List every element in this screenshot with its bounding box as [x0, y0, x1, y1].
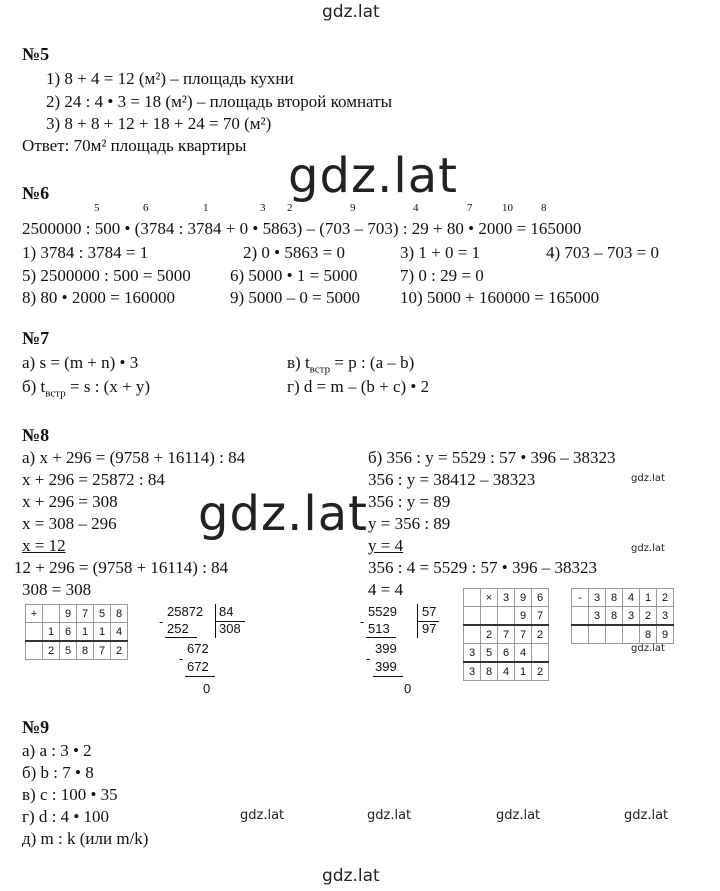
remainder: 0: [203, 681, 211, 696]
task-5-line-2: 2) 24 : 4 • 3 = 18 (м²) – площадь второй комнаты: [46, 92, 393, 111]
grid-cell: [606, 625, 623, 644]
order-mark: 1: [203, 202, 209, 214]
task-7-v: в) $t_{встр} = p$ : (a – b): [287, 353, 415, 376]
watermark-small: gdz.lat: [496, 808, 541, 823]
task-9-line: в) c : 100 • 35: [22, 785, 118, 804]
dividend: 25872: [167, 604, 204, 619]
task-6-step: 8) 80 • 2000 = 160000: [22, 288, 175, 307]
grid-cell: 9: [60, 605, 77, 623]
grid-cell: 2: [640, 607, 657, 626]
task-8b-line: б) 356 : y = 5529 : 57 • 396 – 38323: [368, 448, 616, 467]
partial: 672: [187, 641, 209, 656]
task-8a-check: 12 + 296 = (9758 + 16114) : 84: [14, 558, 229, 577]
minus-sign: -: [366, 651, 371, 666]
partial: 513: [368, 621, 390, 636]
task-6-step: 9) 5000 – 0 = 5000: [230, 288, 360, 307]
grid-cell: 7: [94, 641, 111, 660]
grid-cell: 7: [77, 605, 94, 623]
watermark-small: gdz.lat: [631, 473, 665, 484]
quotient: 308: [219, 621, 241, 636]
grid-cell: 7: [532, 607, 549, 626]
grid-cell: 7: [515, 625, 532, 644]
grid-cell: 8: [640, 625, 657, 644]
partial: 672: [187, 659, 209, 674]
grid-cell: 5: [94, 605, 111, 623]
task-8b-line: y = 356 : 89: [368, 514, 451, 533]
grid-cell: 3: [657, 607, 674, 626]
divisor: 57: [422, 604, 437, 619]
order-mark: 4: [413, 202, 419, 214]
task-8a-line: а) x + 296 = (9758 + 16114) : 84: [22, 448, 246, 467]
grid-cell: [464, 607, 481, 626]
grid-cell: 8: [481, 662, 498, 681]
grid-cell: [464, 589, 481, 607]
watermark-small: gdz.lat: [240, 808, 285, 823]
grid-cell: ×: [481, 589, 498, 607]
task-9-line: г) d : 4 • 100: [22, 807, 110, 826]
task-8a-line: x + 296 = 308: [22, 492, 118, 511]
minus-sign: -: [360, 614, 365, 629]
task-8a-answer: x = 12: [22, 536, 66, 555]
divisor: 84: [219, 604, 234, 619]
task-7-b: б) $t_{встр} = s$ : (x + y): [22, 377, 151, 400]
grid-cell: 3: [623, 607, 640, 626]
task-5-title: №5: [22, 44, 50, 64]
task-8b-check: 356 : 4 = 5529 : 57 • 396 – 38323: [368, 558, 597, 577]
task-5-line-3: 3) 8 + 8 + 12 + 18 + 24 = 70 (м²): [46, 114, 272, 133]
watermark-small: gdz.lat: [631, 643, 665, 654]
task-8b-answer: y = 4: [368, 536, 404, 555]
minus-sign: -: [159, 614, 164, 629]
grid-cell: 5: [481, 644, 498, 663]
grid-cell: 4: [623, 589, 640, 607]
grid-cell: 2: [481, 625, 498, 644]
watermark-top: gdz.lat: [322, 2, 380, 22]
grid-cell: 7: [498, 625, 515, 644]
order-mark: 8: [541, 202, 547, 214]
grid-cell: [26, 641, 43, 660]
task-6-step: 1) 3784 : 3784 = 1: [22, 243, 149, 262]
grid-cell: 5: [60, 641, 77, 660]
task-6-step: 10) 5000 + 160000 = 165000: [400, 288, 600, 307]
grid-cell: 2: [657, 589, 674, 607]
task-8a-line: x = 308 – 296: [22, 514, 117, 533]
order-mark: 6: [143, 202, 149, 214]
task-6-step: 7) 0 : 29 = 0: [400, 266, 484, 285]
task-9-line: б) b : 7 • 8: [22, 763, 94, 782]
grid-cell: 3: [589, 589, 606, 607]
task-6-step: 6) 5000 • 1 = 5000: [230, 266, 358, 285]
dividend: 5529: [368, 604, 397, 619]
grid-cell: [532, 644, 549, 663]
task-8a-line: x + 296 = 25872 : 84: [22, 470, 165, 489]
grid-cell: 8: [606, 589, 623, 607]
grid-cell: [572, 625, 589, 644]
grid-cell: 1: [43, 623, 60, 642]
grid-cell: [26, 623, 43, 642]
grid-cell: [464, 625, 481, 644]
quotient: 97: [422, 621, 437, 636]
grid-cell: 1: [77, 623, 94, 642]
grid-cell: 2: [532, 662, 549, 681]
task-8b-line: 356 : y = 38412 – 38323: [368, 470, 536, 489]
grid-cell: 4: [498, 662, 515, 681]
grid-cell: [623, 625, 640, 644]
order-mark: 7: [467, 202, 473, 214]
grid-cell: 3: [589, 607, 606, 626]
grid-cell: [481, 607, 498, 626]
partial: 399: [375, 659, 397, 674]
grid-cell: 9: [515, 607, 532, 626]
grid-cell: 2: [111, 641, 128, 660]
task-9-title: №9: [22, 717, 50, 737]
watermark-small: gdz.lat: [624, 808, 669, 823]
grid-cell: 8: [77, 641, 94, 660]
remainder: 0: [404, 681, 412, 696]
grid-cell: 6: [498, 644, 515, 663]
grid-cell: [43, 605, 60, 623]
grid-cell: -: [572, 589, 589, 607]
task-5-line-1: 1) 8 + 4 = 12 (м²) – площадь кухни: [46, 69, 294, 88]
grid-cell: 1: [640, 589, 657, 607]
partial: 399: [375, 641, 397, 656]
grid-cell: 4: [515, 644, 532, 663]
grid-cell: 3: [464, 662, 481, 681]
grid-cell: 3: [464, 644, 481, 663]
grid-cell: [589, 625, 606, 644]
watermark-large-2: gdz.lat: [198, 486, 368, 542]
task-6-step: 5) 2500000 : 500 = 5000: [22, 266, 191, 285]
task-6-step: 3) 1 + 0 = 1: [400, 243, 481, 262]
minus-sign: -: [179, 651, 184, 666]
grid-cell: 9: [515, 589, 532, 607]
task-7-g: г) d = m – (b + c) • 2: [287, 377, 430, 396]
task-6-expression: 2500000 : 500 • (3784 : 3784 + 0 • 5863) – (703 – 703) : 29 + 80 • 2000 = 165000: [22, 219, 582, 238]
order-mark: 5: [94, 202, 100, 214]
partial: 252: [167, 621, 189, 636]
task-8b-line: 356 : y = 89: [368, 492, 451, 511]
task-9-line: а) a : 3 • 2: [22, 741, 92, 760]
watermark-large-1: gdz.lat: [288, 148, 458, 204]
grid-cell: 6: [60, 623, 77, 642]
multiplication-grid: [463, 588, 549, 681]
grid-cell: 8: [111, 605, 128, 623]
task-6-step: 2) 0 • 5863 = 0: [243, 243, 345, 262]
task-9-line: д) m : k (или m/k): [22, 829, 149, 848]
task-8a-check-result: 308 = 308: [22, 580, 92, 599]
task-5-answer: Ответ: 70м² площадь квартиры: [22, 136, 247, 155]
addition-grid: [25, 604, 128, 660]
order-mark: 9: [350, 202, 356, 214]
task-7-a: а) s = (m + n) • 3: [22, 353, 139, 372]
grid-cell: 2: [43, 641, 60, 660]
grid-cell: 1: [515, 662, 532, 681]
grid-cell: 8: [606, 607, 623, 626]
grid-cell: [498, 607, 515, 626]
grid-cell: 3: [498, 589, 515, 607]
order-mark: 2: [287, 202, 293, 214]
task-7-title: №7: [22, 328, 50, 348]
task-6-title: №6: [22, 183, 50, 203]
order-mark: 3: [260, 202, 266, 214]
task-8-title: №8: [22, 425, 50, 445]
grid-cell: 9: [657, 625, 674, 644]
grid-cell: +: [26, 605, 43, 623]
grid-cell: 2: [532, 625, 549, 644]
task-8b-check-result: 4 = 4: [368, 580, 404, 599]
subtraction-grid: [571, 588, 674, 644]
grid-cell: [572, 607, 589, 626]
watermark-bottom: gdz.lat: [322, 866, 380, 886]
watermark-small: gdz.lat: [367, 808, 412, 823]
grid-cell: 6: [532, 589, 549, 607]
task-6-step: 4) 703 – 703 = 0: [546, 243, 659, 262]
order-mark: 10: [502, 202, 513, 214]
watermark-small: gdz.lat: [631, 543, 665, 554]
grid-cell: 1: [94, 623, 111, 642]
grid-cell: 4: [111, 623, 128, 642]
